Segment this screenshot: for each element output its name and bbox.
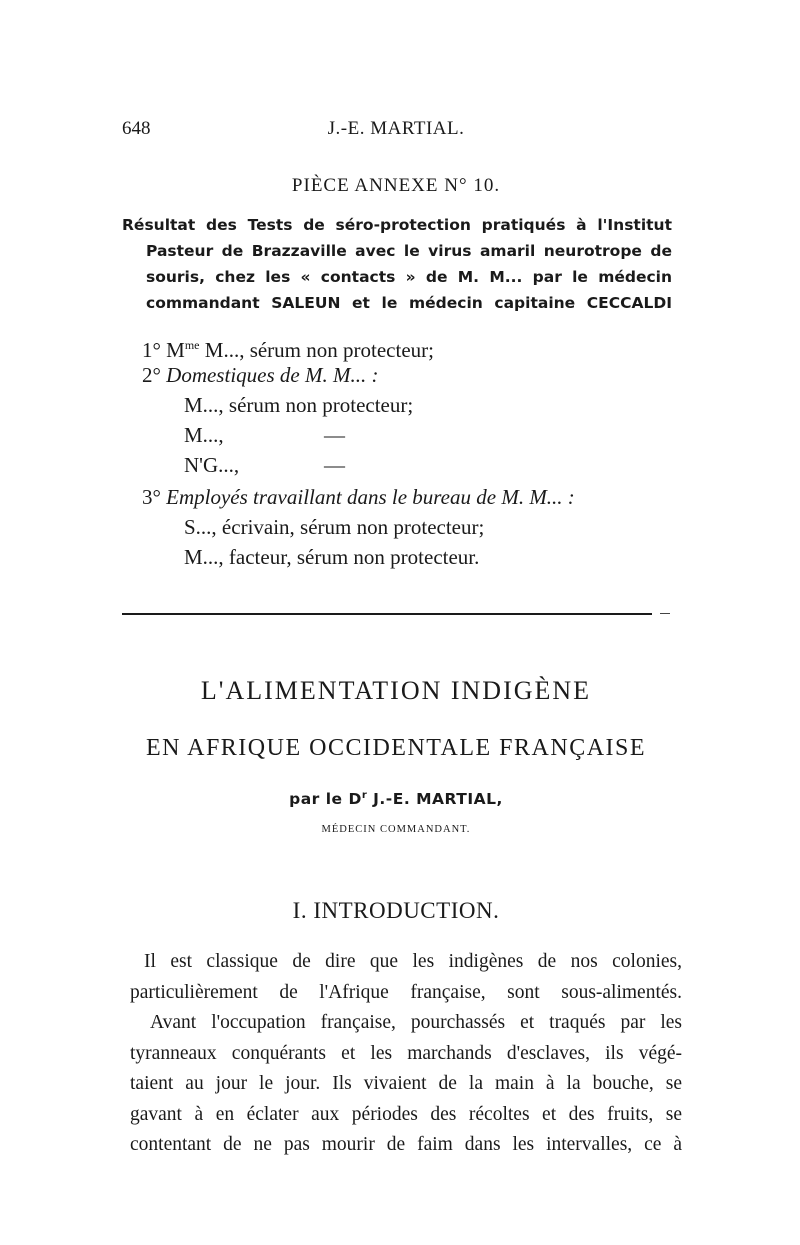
section-heading: I. INTRODUCTION. bbox=[292, 898, 500, 923]
item-superscript: me bbox=[184, 338, 200, 352]
entry-dash: — bbox=[324, 453, 345, 477]
entry-text: M..., facteur, sérum non protecteur. bbox=[184, 545, 480, 569]
body-line: gavant à en éclater aux périodes des récoltes et des fruits, se bbox=[130, 1103, 682, 1125]
abstract-line: commandant SALEUN et le médecin capitaine CECCALDI bbox=[146, 294, 672, 312]
article-title: L'ALIMENTATION INDIGÈNE bbox=[200, 676, 592, 705]
result-item-3 bbox=[142, 482, 575, 512]
author-role: MÉDECIN COMMANDANT. bbox=[321, 824, 471, 835]
entry-text: M..., sérum non protecteur; bbox=[184, 393, 414, 417]
result-item-2 bbox=[142, 360, 575, 390]
result-entry bbox=[142, 420, 575, 450]
result-entry bbox=[142, 390, 575, 420]
result-entry bbox=[142, 450, 575, 480]
abstract-line: souris, chez les « contacts » de M. M... par le médecin bbox=[146, 268, 672, 286]
item-text: M..., sérum non protecteur; bbox=[199, 338, 434, 362]
author-prefix: par le D bbox=[289, 790, 362, 809]
author-name: J.-E. MARTIAL, bbox=[367, 790, 503, 809]
divider-rule bbox=[122, 613, 652, 615]
result-entry bbox=[142, 512, 575, 542]
divider-tail bbox=[660, 613, 670, 614]
item-heading: Employés travaillant dans le bureau de M. M... : bbox=[166, 485, 575, 509]
body-line: tyranneaux conquérants et les marchands d'esclaves, ils végé- bbox=[130, 1042, 682, 1064]
item-number: 2° bbox=[142, 363, 161, 387]
result-item-1 bbox=[142, 330, 575, 360]
item-number: 3° bbox=[142, 485, 161, 509]
annex-abstract bbox=[122, 212, 672, 316]
abstract-line: Pasteur de Brazzaville avec le virus amaril neurotrope de bbox=[146, 242, 672, 260]
item-heading: Domestiques de M. M... : bbox=[166, 363, 379, 387]
section-divider bbox=[122, 612, 670, 616]
body-line: taient au jour le jour. Ils vivaient de la main à la bouche, se bbox=[130, 1073, 682, 1094]
item-number: 1° bbox=[142, 338, 161, 362]
entry-text: N'G..., bbox=[184, 453, 240, 477]
author-sup: r bbox=[361, 790, 368, 801]
body-line: contentant de ne pas mourir de faim dans les intervalles, ce à bbox=[130, 1134, 682, 1155]
entry-text: M..., bbox=[184, 423, 224, 447]
body-line: Avant l'occupation française, pourchassés et traqués par les bbox=[150, 1012, 682, 1033]
body-line: particulièrement de l'Afrique française, sont sous-alimentés. bbox=[130, 981, 682, 1003]
result-entry bbox=[142, 542, 575, 572]
abstract-line: Résultat des Tests de séro-protection pratiqués à l'Institut bbox=[122, 216, 672, 234]
annex-title: PIÈCE ANNEXE N° 10. bbox=[291, 175, 501, 196]
results-list bbox=[142, 330, 575, 572]
page-number: 648 bbox=[122, 118, 151, 139]
body-line: Il est classique de dire que les indigènes de nos colonies, bbox=[144, 951, 682, 972]
running-head bbox=[122, 118, 670, 148]
article-subtitle: EN AFRIQUE OCCIDENTALE FRANÇAISE bbox=[145, 735, 647, 761]
entry-dash: — bbox=[324, 423, 345, 447]
body-paragraphs bbox=[130, 947, 682, 1161]
item-prefix: M bbox=[166, 338, 185, 362]
entry-text: S..., écrivain, sérum non protecteur; bbox=[184, 515, 485, 539]
article-author bbox=[122, 790, 670, 808]
running-title: J.-E. MARTIAL. bbox=[327, 118, 465, 139]
